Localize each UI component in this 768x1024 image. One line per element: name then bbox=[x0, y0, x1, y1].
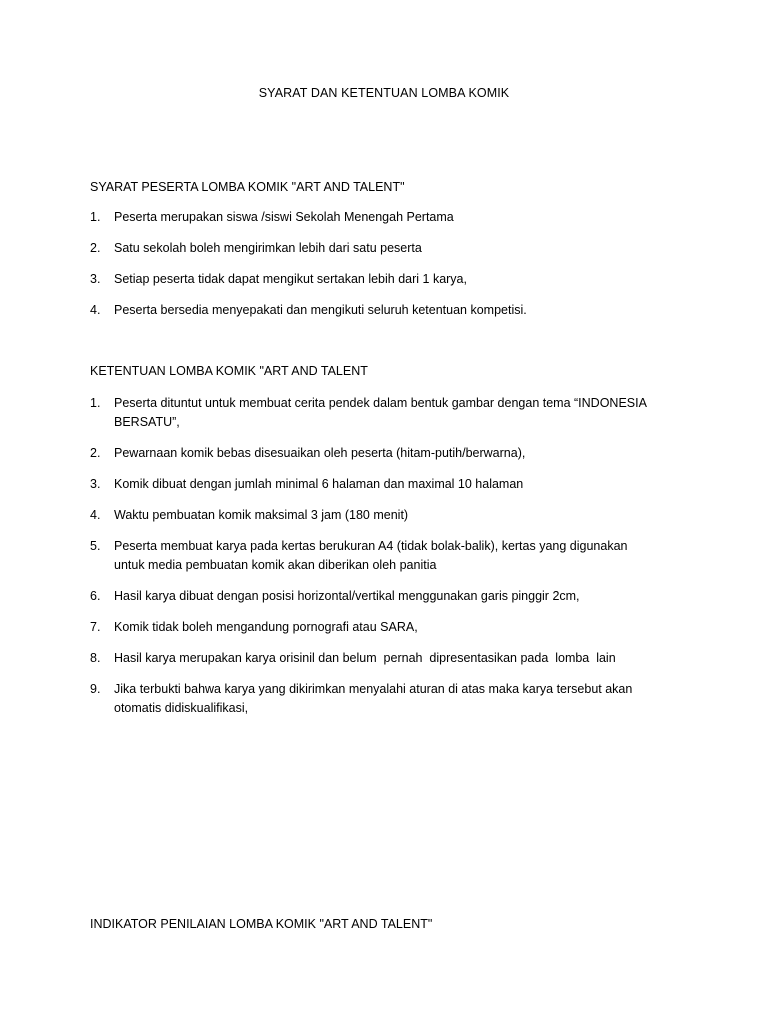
list-item bbox=[90, 394, 690, 432]
list-item bbox=[90, 270, 690, 289]
list-text: Peserta bersedia menyepakati dan mengikuti seluruh ketentuan kompetisi. bbox=[114, 303, 527, 317]
list-number: 3. bbox=[90, 477, 101, 491]
list-item bbox=[90, 506, 690, 525]
list-text: Komik tidak boleh mengandung pornografi atau SARA, bbox=[114, 620, 418, 634]
list-item bbox=[90, 587, 690, 606]
list-number: 1. bbox=[90, 396, 101, 410]
list-item bbox=[90, 301, 690, 320]
list-number: 1. bbox=[90, 210, 101, 224]
list-number: 3. bbox=[90, 272, 101, 286]
list-text: Hasil karya dibuat dengan posisi horizontal/vertikal menggunakan garis pinggir 2cm, bbox=[114, 589, 580, 603]
list-number: 2. bbox=[90, 446, 101, 460]
list-item bbox=[90, 444, 690, 463]
list-item bbox=[90, 537, 690, 575]
list-item bbox=[90, 208, 690, 227]
list-number: 7. bbox=[90, 620, 101, 634]
list-text: Hasil karya merupakan karya orisinil dan belum pernah dipresentasikan pada lomba lain bbox=[114, 651, 616, 665]
list-text: Komik dibuat dengan jumlah minimal 6 halaman dan maximal 10 halaman bbox=[114, 477, 524, 491]
list-text-line: Jika terbukti bahwa karya yang dikirimkan menyalahi aturan di atas maka karya tersebut akan bbox=[114, 682, 633, 696]
list-number: 4. bbox=[90, 303, 101, 317]
section-heading-indikator-penilaian: INDIKATOR PENILAIAN LOMBA KOMIK "ART AND TALENT" bbox=[90, 917, 433, 931]
list-text bbox=[114, 680, 690, 718]
list-text: Setiap peserta tidak dapat mengikut sertakan lebih dari 1 karya, bbox=[114, 272, 467, 286]
document-title: SYARAT DAN KETENTUAN LOMBA KOMIK bbox=[258, 86, 510, 100]
list-item bbox=[90, 475, 690, 494]
list-text-line: BERSATU”, bbox=[114, 415, 180, 429]
list-number: 2. bbox=[90, 241, 101, 255]
list-text-line: Peserta membuat karya pada kertas berukuran A4 (tidak bolak-balik), kertas yang digunakan bbox=[114, 539, 628, 553]
section-heading-syarat-peserta: SYARAT PESERTA LOMBA KOMIK "ART AND TALENT" bbox=[90, 180, 405, 194]
list-text: Waktu pembuatan komik maksimal 3 jam (180 menit) bbox=[114, 508, 409, 522]
list-text: Satu sekolah boleh mengirimkan lebih dari satu peserta bbox=[114, 241, 422, 255]
list-text: Pewarnaan komik bebas disesuaikan oleh peserta (hitam-putih/berwarna), bbox=[114, 446, 526, 460]
list-number: 9. bbox=[90, 682, 101, 696]
list-number: 8. bbox=[90, 651, 101, 665]
list-text bbox=[114, 394, 690, 432]
list-text bbox=[114, 537, 690, 575]
list-text-line: Peserta dituntut untuk membuat cerita pendek dalam bentuk gambar dengan tema “INDONESIA bbox=[114, 396, 647, 410]
section-heading-ketentuan-lomba: KETENTUAN LOMBA KOMIK "ART AND TALENT bbox=[90, 364, 368, 378]
list-number: 5. bbox=[90, 539, 101, 553]
list-number: 6. bbox=[90, 589, 101, 603]
list-text: Peserta merupakan siswa /siswi Sekolah Menengah Pertama bbox=[114, 210, 454, 224]
list-item bbox=[90, 239, 690, 258]
list-item bbox=[90, 649, 690, 668]
list-item bbox=[90, 680, 690, 718]
list-number: 4. bbox=[90, 508, 101, 522]
list-item bbox=[90, 618, 690, 637]
list-text-line: untuk media pembuatan komik akan diberikan oleh panitia bbox=[114, 558, 437, 572]
list-text-line: otomatis didiskualifikasi, bbox=[114, 701, 249, 715]
